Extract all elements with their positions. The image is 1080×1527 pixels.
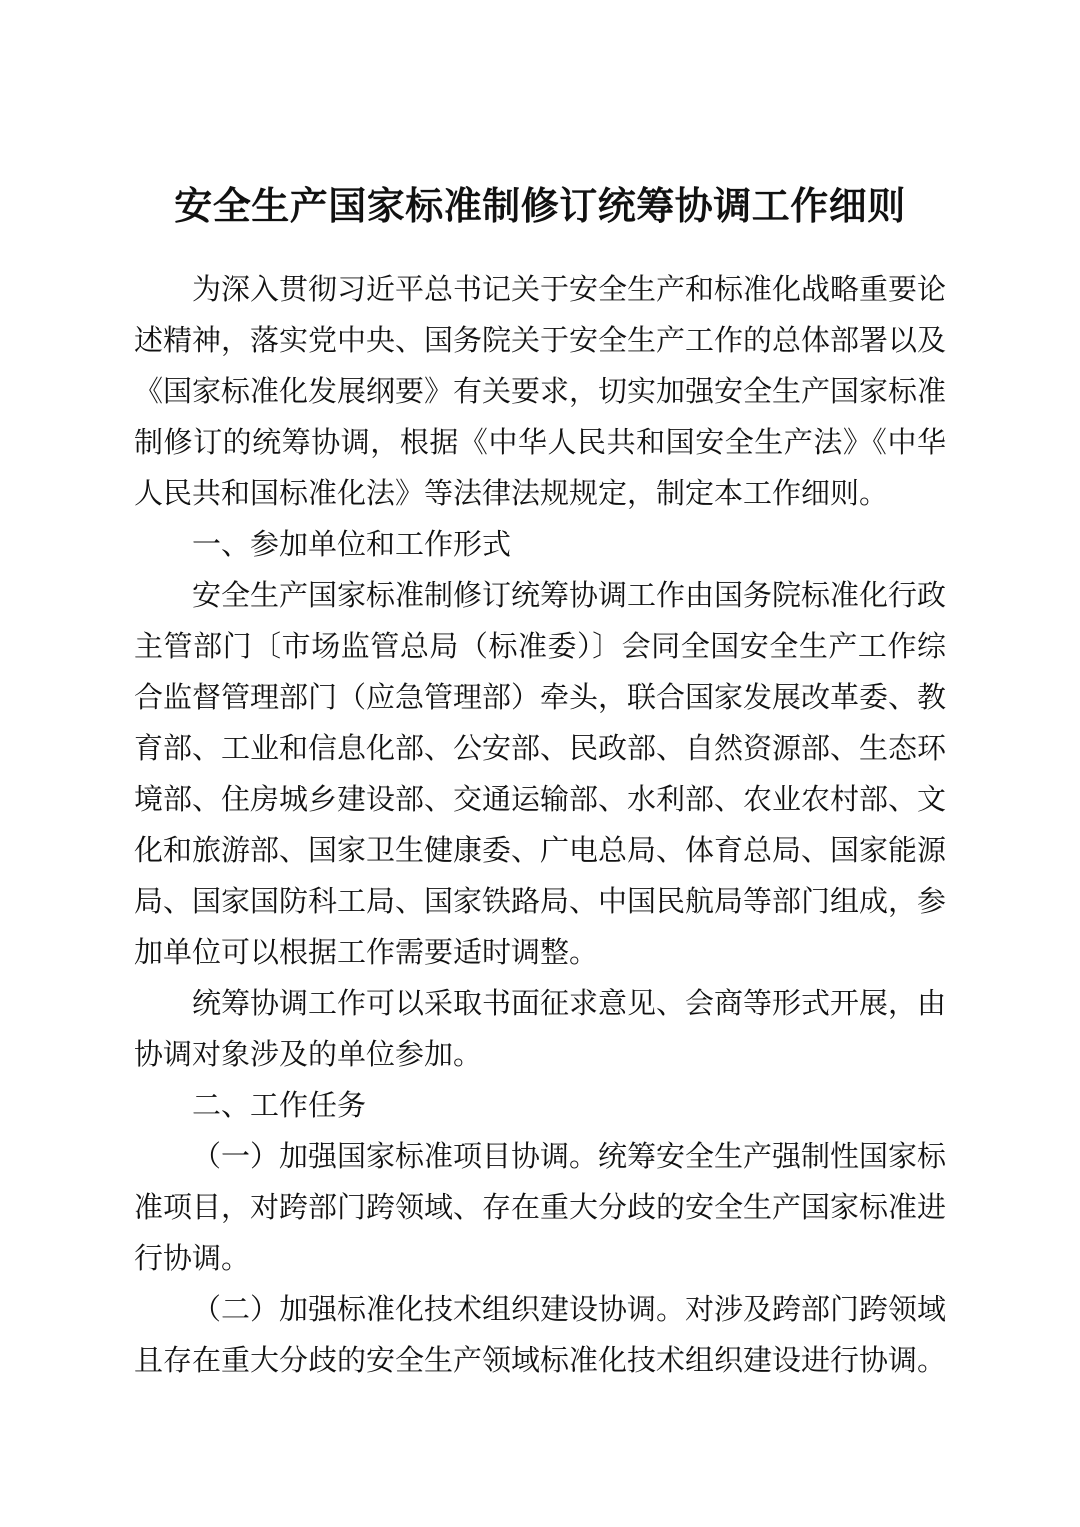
paragraph-task-1: （一）加强国家标准项目协调。统筹安全生产强制性国家标准项目，对跨部门跨领域、存在重大分歧的安全生产国家标准进行协调。 [134,1139,947,1275]
document-body [134,264,946,1386]
paragraph-preamble: 为深入贯彻习近平总书记关于安全生产和标准化战略重要论述精神，落实党中央、国务院关于安全生产工作的总体部署以及《国家标准化发展纲要》有关要求，切实加强安全生产国家标准制修订的统筹协调，根据《中华人民共和国安全生产法》《中华人民共和国标准化法》等法律法规规定，制定本工作细则。 [134,272,947,510]
document-title: 安全生产国家标准制修订统筹协调工作细则 [174,184,906,228]
paragraph-task-2: （二）加强标准化技术组织建设协调。对涉及跨部门跨领域且存在重大分歧的安全生产领域标准化技术组织建设进行协调。 [134,1292,947,1377]
paragraph-participating-units: 安全生产国家标准制修订统筹协调工作由国务院标准化行政主管部门〔市场监管总局（标准委）〕会同全国安全生产工作综合监督管理部门（应急管理部）牵头，联合国家发展改革委、教育部、工业和信息化部、公安部、民政部、自然资源部、生态环境部、住房城乡建设部、交通运输部、水利部、农业农村部、文化和旅游部、国家卫生健康委、广电总局、体育总局、国家能源局、国家国防科工局、国家铁路局、中国民航局等部门组成，参加单位可以根据工作需要适时调整。 [134,578,947,969]
paragraph-work-forms: 统筹协调工作可以采取书面征求意见、会商等形式开展，由协调对象涉及的单位参加。 [134,986,947,1071]
section-heading-tasks: 二、工作任务 [192,1088,367,1122]
section-heading-participants: 一、参加单位和工作形式 [192,527,512,561]
